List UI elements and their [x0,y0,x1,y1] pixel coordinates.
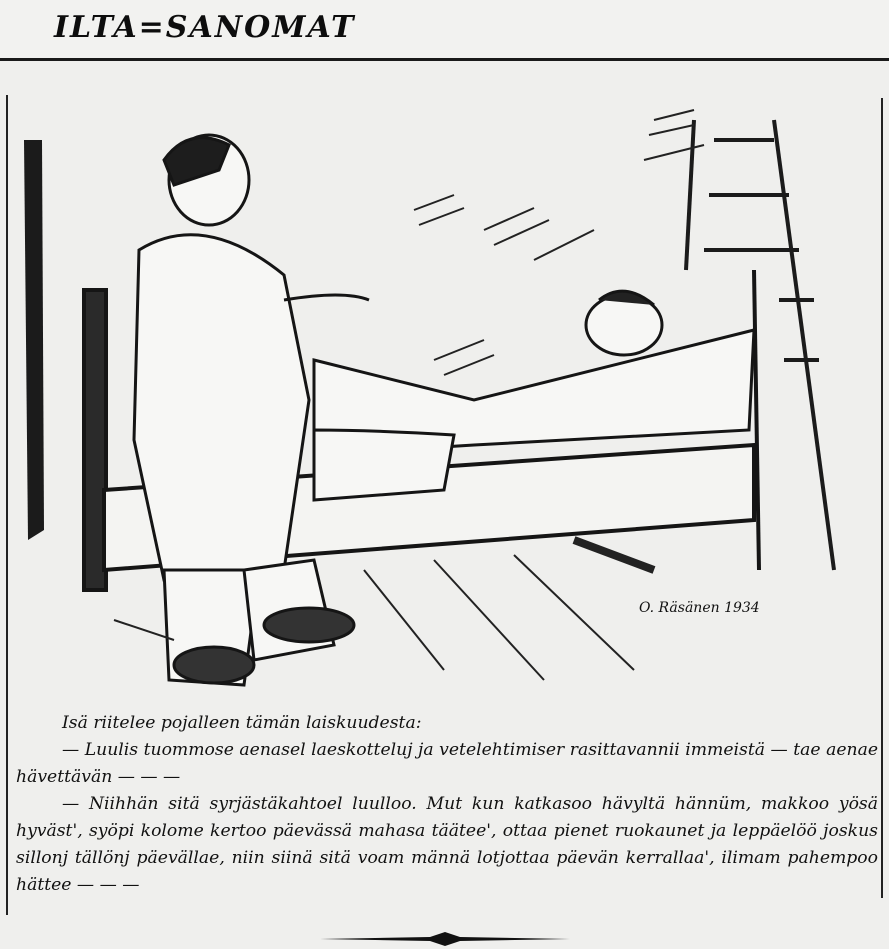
masthead [0,0,889,58]
bottom-ornament [320,932,570,946]
cartoon-illustration [14,100,874,700]
caption-intro: Isä riitelee pojalleen tämän laiskuudesta: [62,713,422,733]
frame-right-border [881,98,883,898]
newspaper-title: ILTA=SANOMAT [54,10,356,45]
caption-line-2: — Niihhän sitä syrjästäkahtoel luulloo. Mut kun katkasoo hävyltä hännüm, makkoo yösä hyväst', syöpi kolome kertoo päevässä mahasa täätee', ottaa pienet ruokaunet ja leppäelöö joskus sillonj tällönj päevällae, niin siinä sitä voam männä lotjottaa päevän kerrallaa', ilimam pahempoo hättee — — — [16,794,878,895]
caption-line-1: — Luulis tuommose aenasel laeskotteluj ja vetelehtimiser rasittavannii immeistä — tae aenae hävettävän — — — [16,740,878,787]
caption [16,710,878,899]
wall-shadow [24,140,44,540]
artist-signature: O. Räsänen 1934 [639,600,760,616]
masthead-rule [0,58,889,61]
frame-left-border [6,95,8,915]
